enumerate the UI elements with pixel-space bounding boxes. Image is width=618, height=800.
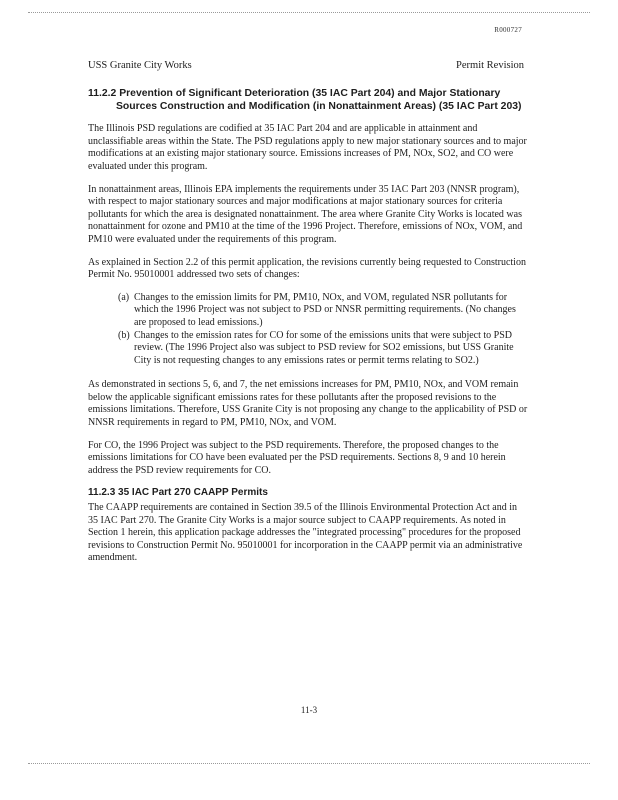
- list-marker: (b): [118, 329, 130, 341]
- list-marker: (a): [118, 291, 130, 303]
- section-heading-caapp: 11.2.3 35 IAC Part 270 CAAPP Permits: [88, 487, 268, 499]
- paragraph-psd-regulations: The Illinois PSD regulations are codified at 35 IAC Part 204 and are applicable in attainment and unclassifiable areas within the State. The PSD regulations apply to new major stationary sources and to major modifications at an existing major stationary source. Emissions increases of PM, NOx, SO2, and CO were evaluated under this program.: [88, 123, 527, 172]
- page-body: [88, 88, 529, 575]
- paragraph-permit-revisions: As explained in Section 2.2 of this permit application, the revisions currently being requested to Construction Permit No. 95010001 addressed two sets of changes:: [88, 256, 526, 281]
- list-item-text: Changes to the emission limits for PM, PM10, NOx, and VOM, regulated NSR pollutants for which the 1996 Project was not subject to PSD or NNSR permitting requirements. (No changes are proposed to lead emissions.): [134, 291, 516, 328]
- document-id: R000727: [494, 26, 522, 34]
- paragraph-net-emissions: As demonstrated in sections 5, 6, and 7, the net emissions increases for PM, PM10, NOx, and VOM remain below the applicable significant emissions rates for these pollutants after the proposed revisions to the emissions limitations. Therefore, USS Granite City is not proposing any change to the applicability of PSD or NNSR requirements in regard to PM, PM10, NOx, and VOM.: [88, 379, 528, 429]
- section-heading-psd: 11.2.2 Prevention of Significant Deterioration (35 IAC Part 204) and Major Stationary Sources Construction and Modification (in Nonattainment Areas) (35 IAC Part 203): [88, 88, 522, 112]
- scan-border-top: [28, 12, 590, 13]
- paragraph-nonattainment: In nonattainment areas, Illinois EPA implements the requirements under 35 IAC Part 203 (NNSR program), with respect to major stationary sources and major modifications at major stationary sources for criteria pollutants for which the area is designated nonattainment. The area where Granite City Works is located was nonattainment for ozone and PM10 at the time of the 1996 Project. Therefore, emissions of NOx, VOM, and PM10 were evaluated under the requirements of this program.: [88, 183, 523, 245]
- list-item: [118, 292, 529, 330]
- page-number: 11-3: [300, 705, 318, 715]
- header-facility-name: USS Granite City Works: [88, 60, 192, 71]
- paragraph-caapp: The CAAPP requirements are contained in Section 39.5 of the Illinois Environmental Protection Act and in 35 IAC Part 270. The Granite City Works is a major source subject to CAAPP requirements. As noted in Section 1 herein, this application package addresses the "integrated processing" procedures for the proposed revisions to Construction Permit No. 95010001 for incorporation in the CAAPP permit via an administrative amendment.: [88, 502, 523, 564]
- scan-border-bottom: [28, 763, 590, 764]
- change-list: [88, 292, 529, 368]
- list-item: [118, 330, 529, 368]
- paragraph-co-psd: For CO, the 1996 Project was subject to the PSD requirements. Therefore, the proposed changes to the emissions limitations for CO have been evaluated per the PSD requirements. Sections 8, 9 and 10 herein address the PSD review requirements for CO.: [88, 439, 506, 476]
- list-item-text: Changes to the emission rates for CO for some of the emissions units that were subject to PSD review. (The 1996 Project also was subject to PSD review for SO2 emissions, but USS Granite City is not requesting changes to any emissions rates or permit terms relating to SO2.): [134, 329, 514, 366]
- header-document-type: Permit Revision: [456, 60, 524, 71]
